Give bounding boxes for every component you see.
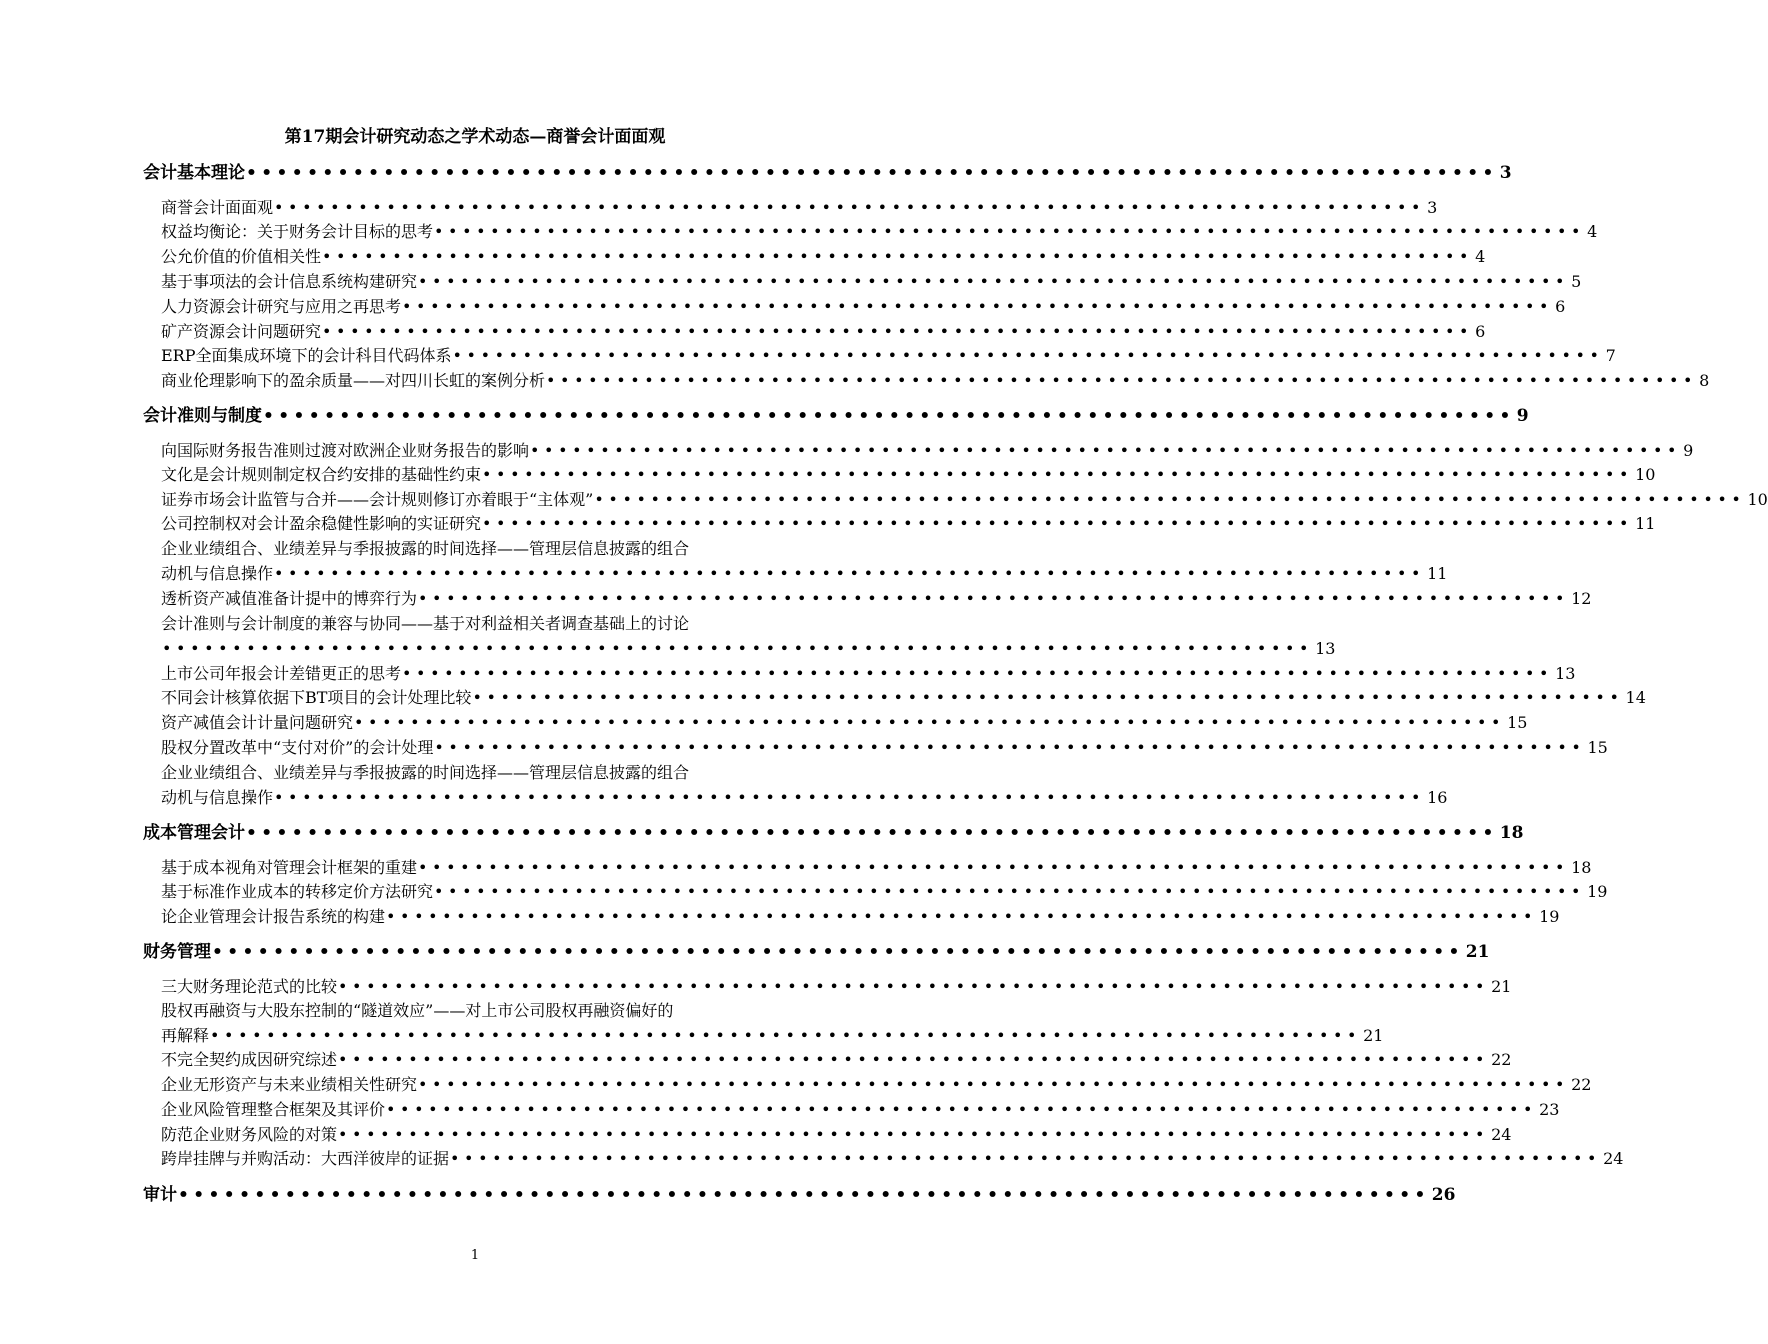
dot-leader: •••••••••••••••••••••••••••••••••••••••••••••••••••••••••••••••••••••••••••••••••• [274, 564, 1426, 583]
toc-entry-label: 证券市场会计监管与合并——会计规则修订亦着眼于“主体观” [161, 490, 594, 509]
toc-entry-label: 权益均衡论：关于财务会计目标的思考 [161, 222, 434, 241]
toc-page-number: 23 [1539, 1100, 1560, 1119]
toc-page-number: 19 [1587, 882, 1608, 901]
dot-leader: •••••••••••••••••••••••••••••••••••••••••••••••••••••••••••••••••••••••••••••••••• [434, 882, 1586, 901]
toc-entry[interactable] [161, 488, 1768, 512]
toc-page-number: 14 [1625, 688, 1646, 707]
toc-page-number: 11 [1635, 514, 1656, 533]
dot-leader: •••••••••••••••••••••••••••••••••••••••••••••••••••••••••••••••••••••••••••••••••• [418, 272, 1570, 291]
toc-entry[interactable] [161, 711, 1528, 735]
dot-leader: •••••••••••••••••••••••••••••••••••••••••••••••••••••••••••••••••••••••••••••••••• [212, 942, 1464, 962]
document-title: 第17期会计研究动态之学术动态—商誉会计面面观 [284, 127, 666, 147]
toc-page-number: 11 [1427, 564, 1448, 583]
toc-entry[interactable] [161, 975, 1512, 999]
toc-entry[interactable] [161, 587, 1592, 611]
toc-entry[interactable] [161, 196, 1438, 220]
toc-page-number: 19 [1539, 907, 1560, 926]
toc-page-number: 6 [1555, 297, 1566, 316]
toc-section-label: 财务管理 [143, 942, 211, 962]
toc-page-number: 6 [1475, 322, 1486, 341]
toc-entry[interactable] [161, 369, 1710, 393]
toc-entry[interactable] [161, 736, 1608, 760]
dot-leader: •••••••••••••••••••••••••••••••••••••••••••••••••••••••••••••••••••••••••••••••••• [418, 1075, 1570, 1094]
toc-page-number: 3 [1499, 163, 1512, 183]
toc-page-number: 21 [1491, 977, 1512, 996]
toc-entry[interactable] [161, 1048, 1512, 1072]
dot-leader: •••••••••••••••••••••••••••••••••••••••••••••••••••••••••••••••••••••••••••••••••• [210, 1026, 1362, 1045]
dot-leader: •••••••••••••••••••••••••••••••••••••••••••••••••••••••••••••••••••••••••••••••••• [338, 1050, 1490, 1069]
toc-entry[interactable] [161, 686, 1646, 710]
toc-entry-label: 动机与信息操作 [161, 788, 274, 807]
toc-entry[interactable] [161, 344, 1616, 368]
toc-entry-label: 防范企业财务风险的对策 [161, 1125, 338, 1144]
toc-entry-label: 论企业管理会计报告系统的构建 [161, 907, 386, 926]
toc-entry-label-line[interactable]: 会计准则与会计制度的兼容与协同——基于对利益相关者调查基础上的讨论 [161, 614, 690, 633]
toc-entry[interactable] [161, 1123, 1512, 1147]
toc-page-number: 5 [1571, 272, 1582, 291]
dot-leader: •••••••••••••••••••••••••••••••••••••••••••••••••••••••••••••••••••••••••••••••••• [472, 688, 1624, 707]
toc-page-number: 18 [1499, 823, 1524, 843]
dot-leader: •••••••••••••••••••••••••••••••••••••••••••••••••••••••••••••••••••••••••••••••••• [402, 664, 1554, 683]
toc-page-number: 4 [1475, 247, 1486, 266]
toc-entry-label: 不完全契约成因研究综述 [161, 1050, 338, 1069]
toc-page-number: 24 [1603, 1149, 1624, 1168]
toc-page-number: 13 [1315, 639, 1336, 658]
toc-entry-label: 企业无形资产与未来业绩相关性研究 [161, 1075, 418, 1094]
toc-entry-label: 资产减值会计计量问题研究 [161, 713, 354, 732]
toc-entry[interactable] [161, 320, 1486, 344]
dot-leader: •••••••••••••••••••••••••••••••••••••••••••••••••••••••••••••••••••••••••••••••••• [386, 1100, 1538, 1119]
toc-entry-label: 不同会计核算依据下BT项目的会计处理比较 [161, 688, 472, 707]
toc-page-number: 15 [1587, 738, 1608, 757]
toc-page-number: 3 [1427, 198, 1438, 217]
toc-section[interactable] [143, 1182, 1456, 1208]
dot-leader: •••••••••••••••••••••••••••••••••••••••••••••••••••••••••••••••••••••••••••••••••• [418, 858, 1570, 877]
toc-entry[interactable] [161, 1073, 1592, 1097]
dot-leader: •••••••••••••••••••••••••••••••••••••••••••••••••••••••••••••••••••••••••••••••••• [263, 406, 1515, 426]
dot-leader: •••••••••••••••••••••••••••••••••••••••••••••••••••••••••••••••••••••••••••••••••• [354, 713, 1506, 732]
toc-entry[interactable] [161, 245, 1486, 269]
toc-page-number: 9 [1516, 406, 1529, 426]
toc-entry[interactable] [161, 220, 1598, 244]
toc-section[interactable] [143, 820, 1524, 846]
dot-leader: •••••••••••••••••••••••••••••••••••••••••••••••••••••••••••••••••••••••••••••••••• [546, 371, 1698, 390]
toc-page-number: 24 [1491, 1125, 1512, 1144]
toc-page-number: 21 [1363, 1026, 1384, 1045]
toc-entry-label: 商业伦理影响下的盈余质量——对四川长虹的案例分析 [161, 371, 546, 390]
dot-leader: •••••••••••••••••••••••••••••••••••••••••••••••••••••••••••••••••••••••••••••••••• [338, 977, 1490, 996]
dot-leader: •••••••••••••••••••••••••••••••••••••••••••••••••••••••••••••••••••••••••••••••••• [162, 639, 1314, 658]
toc-section-label: 成本管理会计 [143, 823, 245, 843]
dot-leader: •••••••••••••••••••••••••••••••••••••••••••••••••••••••••••••••••••••••••••••••••• [322, 247, 1474, 266]
dot-leader: •••••••••••••••••••••••••••••••••••••••••••••••••••••••••••••••••••••••••••••••••• [482, 465, 1634, 484]
toc-page-number: 13 [1555, 664, 1576, 683]
toc-entry[interactable] [161, 880, 1608, 904]
toc-entry[interactable] [161, 1147, 1624, 1171]
toc-section[interactable] [143, 403, 1529, 429]
toc-entry[interactable] [161, 562, 1448, 586]
toc-entry-label: 跨岸挂牌与并购活动：大西洋彼岸的证据 [161, 1149, 450, 1168]
toc-entry[interactable] [161, 1098, 1560, 1122]
toc-entry-label: 企业风险管理整合框架及其评价 [161, 1100, 386, 1119]
toc-entry-label: 基于事项法的会计信息系统构建研究 [161, 272, 418, 291]
toc-page-number: 16 [1427, 788, 1448, 807]
toc-entry[interactable] [161, 1024, 1384, 1048]
toc-section[interactable] [143, 939, 1490, 965]
dot-leader: •••••••••••••••••••••••••••••••••••••••••••••••••••••••••••••••••••••••••••••••••• [246, 823, 1498, 843]
dot-leader: •••••••••••••••••••••••••••••••••••••••••••••••••••••••••••••••••••••••••••••••••• [402, 297, 1554, 316]
toc-page-number: 21 [1465, 942, 1490, 962]
toc-entry[interactable] [161, 295, 1566, 319]
toc-entry-label: 文化是会计规则制定权合约安排的基础性约束 [161, 465, 482, 484]
dot-leader: •••••••••••••••••••••••••••••••••••••••••••••••••••••••••••••••••••••••••••••••••• [274, 198, 1426, 217]
toc-entry-label: 基于标准作业成本的转移定价方法研究 [161, 882, 434, 901]
toc-entry-label: 人力资源会计研究与应用之再思考 [161, 297, 402, 316]
toc-page-number: 22 [1491, 1050, 1512, 1069]
toc-page-number: 4 [1587, 222, 1598, 241]
toc-entry-label-line[interactable]: 股权再融资与大股东控制的“隧道效应”——对上市公司股权再融资偏好的 [161, 1001, 674, 1020]
page-footer-number: 1 [470, 1248, 480, 1263]
toc-entry-label: 向国际财务报告准则过渡对欧洲企业财务报告的影响 [161, 441, 530, 460]
toc-entry-label: 上市公司年报会计差错更正的思考 [161, 664, 402, 683]
toc-page-number: 10 [1635, 465, 1656, 484]
toc-entry[interactable] [161, 905, 1560, 929]
toc-entry-label: 公允价值的价值相关性 [161, 247, 322, 266]
dot-leader: •••••••••••••••••••••••••••••••••••••••••••••••••••••••••••••••••••••••••••••••••• [482, 514, 1634, 533]
toc-page-number: 15 [1507, 713, 1528, 732]
toc-section-label: 审计 [143, 1185, 177, 1205]
dot-leader: •••••••••••••••••••••••••••••••••••••••••••••••••••••••••••••••••••••••••••••••••• [530, 441, 1682, 460]
toc-entry-label: 动机与信息操作 [161, 564, 274, 583]
toc-section[interactable] [143, 160, 1512, 186]
toc-entry-label: ERP全面集成环境下的会计科目代码体系 [161, 346, 452, 365]
toc-page-number: 10 [1747, 490, 1768, 509]
toc-page-number: 22 [1571, 1075, 1592, 1094]
dot-leader: •••••••••••••••••••••••••••••••••••••••••••••••••••••••••••••••••••••••••••••••••• [434, 222, 1586, 241]
toc-page-number: 7 [1605, 346, 1616, 365]
toc-entry[interactable] [161, 270, 1582, 294]
dot-leader: •••••••••••••••••••••••••••••••••••••••••••••••••••••••••••••••••••••••••••••••••• [274, 788, 1426, 807]
toc-section-label: 会计准则与制度 [143, 406, 262, 426]
toc-entry[interactable] [161, 512, 1656, 536]
toc-entry-label: 再解释 [161, 1026, 210, 1045]
dot-leader: •••••••••••••••••••••••••••••••••••••••••••••••••••••••••••••••••••••••••••••••••• [434, 738, 1586, 757]
toc-entry-label: 股权分置改革中“支付对价”的会计处理 [161, 738, 434, 757]
toc-entry-label: 三大财务理论范式的比较 [161, 977, 338, 996]
toc-page-number: 26 [1431, 1185, 1456, 1205]
toc-section-label: 会计基本理论 [143, 163, 245, 183]
toc-entry[interactable] [161, 463, 1656, 487]
toc-page-number: 18 [1571, 858, 1592, 877]
dot-leader: •••••••••••••••••••••••••••••••••••••••••••••••••••••••••••••••••••••••••••••••••• [450, 1149, 1602, 1168]
toc-entry-label: 商誉会计面面观 [161, 198, 274, 217]
toc-entry[interactable] [161, 662, 1576, 686]
toc-entry-label: 矿产资源会计问题研究 [161, 322, 322, 341]
dot-leader: •••••••••••••••••••••••••••••••••••••••••••••••••••••••••••••••••••••••••••••••••• [452, 346, 1604, 365]
toc-entry[interactable] [161, 786, 1448, 810]
toc-entry[interactable] [161, 637, 1336, 661]
toc-entry[interactable] [161, 439, 1694, 463]
dot-leader: •••••••••••••••••••••••••••••••••••••••••••••••••••••••••••••••••••••••••••••••••• [338, 1125, 1490, 1144]
dot-leader: •••••••••••••••••••••••••••••••••••••••••••••••••••••••••••••••••••••••••••••••••• [178, 1185, 1430, 1205]
dot-leader: •••••••••••••••••••••••••••••••••••••••••••••••••••••••••••••••••••••••••••••••••• [246, 163, 1498, 183]
toc-page-number: 8 [1699, 371, 1710, 390]
dot-leader: •••••••••••••••••••••••••••••••••••••••••••••••••••••••••••••••••••••••••••••••••• [322, 322, 1474, 341]
toc-entry-label: 透析资产减值准备计提中的博弈行为 [161, 589, 418, 608]
dot-leader: •••••••••••••••••••••••••••••••••••••••••••••••••••••••••••••••••••••••••••••••••• [386, 907, 1538, 926]
toc-entry[interactable] [161, 856, 1592, 880]
toc-entry-label-line[interactable]: 企业业绩组合、业绩差异与季报披露的时间选择——管理层信息披露的组合 [161, 539, 690, 558]
dot-leader: •••••••••••••••••••••••••••••••••••••••••••••••••••••••••••••••••••••••••••••••••• [418, 589, 1570, 608]
toc-entry-label: 公司控制权对会计盈余稳健性影响的实证研究 [161, 514, 482, 533]
dot-leader: •••••••••••••••••••••••••••••••••••••••••••••••••••••••••••••••••••••••••••••••••• [594, 490, 1746, 509]
toc-page-number: 12 [1571, 589, 1592, 608]
toc-page-number: 9 [1683, 441, 1694, 460]
toc-entry-label: 基于成本视角对管理会计框架的重建 [161, 858, 418, 877]
toc-entry-label-line[interactable]: 企业业绩组合、业绩差异与季报披露的时间选择——管理层信息披露的组合 [161, 763, 690, 782]
